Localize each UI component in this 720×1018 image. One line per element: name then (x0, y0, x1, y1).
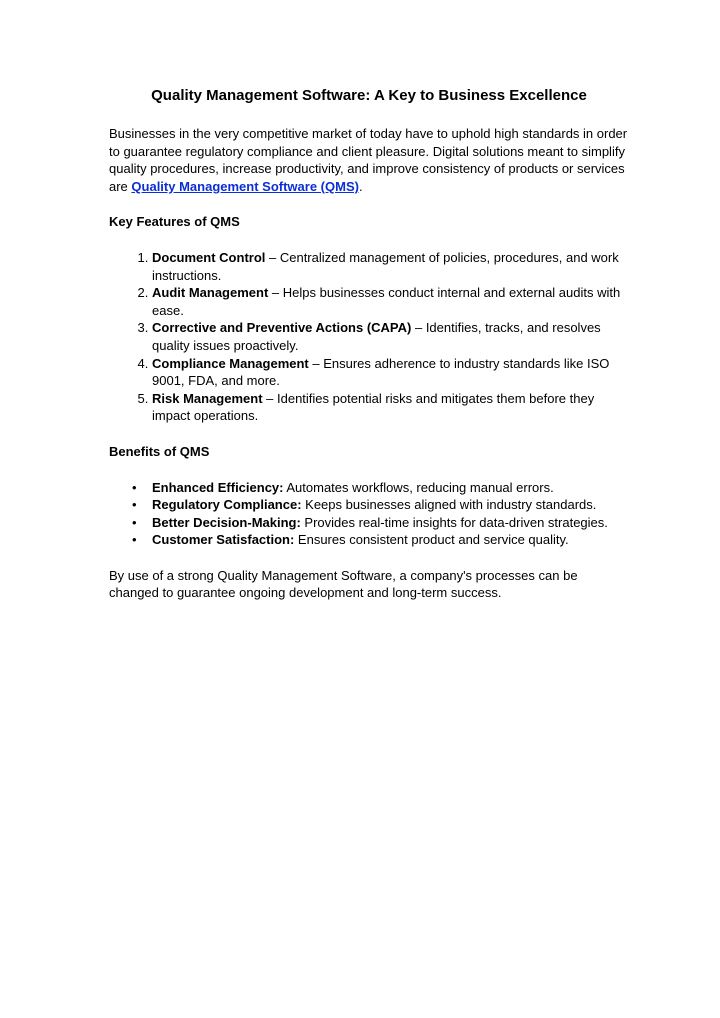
bullet-icon: • (132, 497, 137, 513)
intro-suffix: . (358, 178, 363, 194)
benefit-label: Better Decision-Making: (152, 514, 301, 530)
benefit-label: Enhanced Efficiency: (152, 479, 284, 495)
bullet-icon: • (132, 532, 137, 548)
benefit-description: Keeps businesses aligned with industry standards. (301, 497, 597, 513)
features-list (109, 249, 629, 425)
intro-paragraph (109, 125, 629, 195)
benefit-item-efficiency (132, 479, 629, 497)
feature-item-compliance-management (152, 355, 629, 390)
benefit-label: Regulatory Compliance: (152, 497, 302, 513)
benefits-heading: Benefits of QMS (109, 443, 210, 459)
feature-description: – Helps businesses conduct internal and external audits with ease. (152, 285, 621, 318)
bullet-icon: • (132, 514, 137, 530)
benefit-item-compliance (132, 496, 629, 514)
benefit-item-customer-satisfaction (132, 531, 629, 549)
benefit-description: Ensures consistent product and service quality. (294, 532, 569, 548)
document-title: Quality Management Software: A Key to Business Excellence (151, 87, 587, 104)
feature-label: Risk Management (152, 390, 263, 406)
conclusion-paragraph: By use of a strong Quality Management Software, a company's processes can be changed to guarantee ongoing development and long-term success. (109, 567, 578, 601)
qms-link[interactable]: Quality Management Software (QMS) (131, 178, 359, 194)
feature-item-capa (152, 319, 629, 354)
benefit-item-decision-making (132, 514, 629, 532)
feature-label: Document Control (152, 249, 266, 265)
benefit-label: Customer Satisfaction: (152, 532, 295, 548)
key-features-heading: Key Features of QMS (109, 214, 240, 230)
feature-item-risk-management (152, 390, 629, 425)
intro-text: Businesses in the very competitive market of today have to uphold high standards in order to guarantee regulatory compliance and client pleasure. Digital solutions meant to simplify quality procedures, increase productivity, and improve consistency of products or services are (109, 126, 628, 194)
feature-label: Compliance Management (152, 355, 309, 371)
document-page (109, 86, 629, 619)
feature-description: – Identifies, tracks, and resolves quality issues proactively. (152, 320, 601, 353)
feature-label: Corrective and Preventive Actions (CAPA) (152, 320, 412, 336)
benefits-list (109, 479, 629, 549)
feature-item-document-control (152, 249, 629, 284)
benefit-description: Automates workflows, reducing manual errors. (283, 479, 554, 495)
benefit-description: Provides real-time insights for data-driven strategies. (300, 514, 608, 530)
feature-label: Audit Management (152, 285, 269, 301)
feature-description: – Ensures adherence to industry standards like ISO 9001, FDA, and more. (152, 355, 610, 389)
bullet-icon: • (132, 479, 137, 495)
feature-description: – Centralized management of policies, procedures, and work instructions. (152, 249, 619, 283)
feature-item-audit-management (152, 284, 629, 319)
feature-description: – Identifies potential risks and mitigates them before they impact operations. (152, 390, 595, 424)
